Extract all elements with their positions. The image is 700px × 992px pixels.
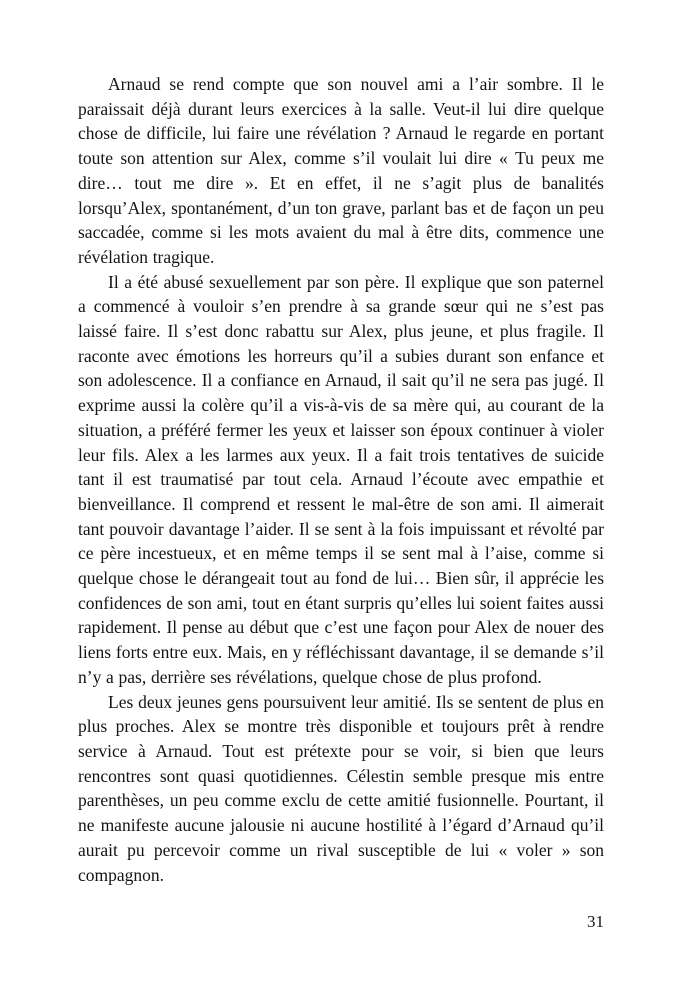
paragraph-2: Il a été abusé sexuellement par son père. Il explique que son paternel a commencé à vouloir s’en prendre à sa grande sœur qui ne s’est pas laissé faire. Il s’est donc rabattu sur Alex, plus jeune, et plus fragile. Il raconte avec émotions les horreurs qu’il a subies durant son enfance et son adolescence. Il a confiance en Arnaud, il sait qu’il ne sera pas jugé. Il exprime aussi la colère qu’il a vis-à-vis de sa mère qui, au courant de la situation, a préféré fermer les yeux et laisser son époux continuer à violer leur fils. Alex a les larmes aux yeux. Il a fait trois tentatives de suicide tant il est traumatisé par tout cela. Arnaud l’écoute avec empathie et bienveillance. Il comprend et ressent le mal-être de son ami. Il aimerait tant pouvoir davantage l’aider. Il se sent à la fois impuissant et révolté par ce père incestueux, et en même temps il se sent mal à l’aise, comme si quelque chose le dérangeait tout au fond de lui… Bien sûr, il apprécie les confidences de son ami, tout en étant surpris qu’elles lui soient faites aussi rapidement. Il pense au début que c’est une façon pour Alex de nouer des liens forts entre eux. Mais, en y réfléchissant davantage, il se demande s’il n’y a pas, derrière ses révélations, quelque chose de plus profond. (78, 271, 604, 687)
paragraph-3: Les deux jeunes gens poursuivent leur amitié. Ils se sentent de plus en plus proches. Alex se montre très disponible et toujours prêt à rendre service à Arnaud. Tout est prétexte pour se voir, si bien que leurs rencontres sont quasi quotidiennes. Célestin semble presque mis entre parenthèses, un peu comme exclu de cette amitié fusionnelle. Pourtant, il ne manifeste aucune jalousie ni aucune hostilité à l’égard d’Arnaud qu’il aurait pu percevoir comme un rival susceptible de lui « voler » son compagnon. (78, 691, 604, 885)
page-number: 31 (587, 912, 604, 931)
page-text (78, 72, 604, 887)
paragraph-1: Arnaud se rend compte que son nouvel ami a l’air sombre. Il le paraissait déjà durant leurs exercices à la salle. Veut-il lui dire quelque chose de difficile, lui faire une révélation ? Arnaud le regarde en portant toute son attention sur Alex, comme s’il voulait lui dire « Tu peux me dire… tout me dire ». Et en effet, il ne s’agit plus de banalités lorsqu’Alex, spontanément, d’un ton grave, parlant bas et de façon un peu saccadée, comme si les mots avaient du mal à être dits, commence une révélation tragique. (78, 74, 604, 267)
